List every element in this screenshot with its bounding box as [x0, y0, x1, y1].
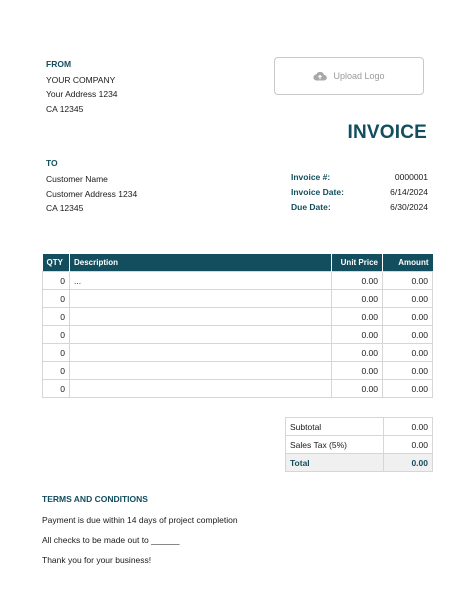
- unit-price-cell[interactable]: 0.00: [332, 380, 383, 398]
- terms-section: [42, 489, 238, 570]
- totals-table: [285, 417, 433, 472]
- unit-price-cell[interactable]: 0.00: [332, 290, 383, 308]
- upload-logo-label: Upload Logo: [333, 71, 385, 81]
- to-city[interactable]: CA 12345: [46, 203, 84, 214]
- invoice-title: INVOICE: [347, 122, 427, 143]
- terms-heading: TERMS AND CONDITIONS: [42, 494, 148, 504]
- qty-cell[interactable]: 0: [43, 380, 70, 398]
- due-date-value[interactable]: 6/30/2024: [390, 201, 428, 212]
- description-cell[interactable]: [70, 380, 332, 398]
- subtotal-value: 0.00: [384, 418, 433, 436]
- description-cell[interactable]: [70, 362, 332, 380]
- sales-tax-row: [286, 436, 433, 454]
- qty-cell[interactable]: 0: [43, 272, 70, 290]
- description-header: Description: [70, 254, 332, 272]
- amount-cell[interactable]: 0.00: [383, 290, 433, 308]
- table-row: [43, 380, 433, 398]
- to-address[interactable]: Customer Address 1234: [46, 188, 138, 199]
- invoice-number-row: [291, 170, 428, 185]
- terms-line-payment[interactable]: Payment is due within 14 days of project completion: [42, 515, 238, 525]
- sales-tax-value: 0.00: [384, 436, 433, 454]
- table-row: [43, 344, 433, 362]
- line-items-table: [42, 254, 433, 398]
- unit-price-header: Unit Price: [332, 254, 383, 272]
- amount-cell[interactable]: 0.00: [383, 344, 433, 362]
- unit-price-cell[interactable]: 0.00: [332, 272, 383, 290]
- unit-price-cell[interactable]: 0.00: [332, 362, 383, 380]
- table-row: [43, 272, 433, 290]
- amount-cell[interactable]: 0.00: [383, 308, 433, 326]
- description-cell[interactable]: [70, 290, 332, 308]
- total-row: [286, 454, 433, 472]
- qty-cell[interactable]: 0: [43, 290, 70, 308]
- to-name[interactable]: Customer Name: [46, 173, 108, 184]
- qty-cell[interactable]: 0: [43, 344, 70, 362]
- upload-logo-button[interactable]: [274, 57, 424, 95]
- table-row: [43, 308, 433, 326]
- total-value: 0.00: [384, 454, 433, 472]
- subtotal-label: Subtotal: [286, 418, 384, 436]
- amount-cell[interactable]: 0.00: [383, 362, 433, 380]
- from-section: [46, 57, 118, 116]
- amount-header: Amount: [383, 254, 433, 272]
- unit-price-cell[interactable]: 0.00: [332, 326, 383, 344]
- description-cell[interactable]: ...: [70, 272, 332, 290]
- unit-price-cell[interactable]: 0.00: [332, 344, 383, 362]
- terms-line-checks[interactable]: All checks to be made out to ______: [42, 535, 180, 545]
- sales-tax-label: Sales Tax (5%): [286, 436, 384, 454]
- from-city[interactable]: CA 12345: [46, 103, 84, 114]
- invoice-meta: [291, 170, 428, 214]
- qty-cell[interactable]: 0: [43, 362, 70, 380]
- from-company[interactable]: YOUR COMPANY: [46, 74, 116, 85]
- amount-cell[interactable]: 0.00: [383, 326, 433, 344]
- to-section: [46, 156, 137, 216]
- total-label: Total: [286, 454, 384, 472]
- from-heading: FROM: [46, 59, 72, 69]
- qty-cell[interactable]: 0: [43, 326, 70, 344]
- table-row: [43, 326, 433, 344]
- due-date-label: Due Date:: [291, 201, 331, 212]
- unit-price-cell[interactable]: 0.00: [332, 308, 383, 326]
- qty-cell[interactable]: 0: [43, 308, 70, 326]
- description-cell[interactable]: [70, 344, 332, 362]
- amount-cell[interactable]: 0.00: [383, 272, 433, 290]
- invoice-date-label: Invoice Date:: [291, 186, 344, 197]
- invoice-date-row: [291, 185, 428, 200]
- to-heading: TO: [46, 158, 58, 168]
- cloud-upload-icon: [313, 71, 327, 81]
- invoice-number-value[interactable]: 0000001: [394, 172, 428, 182]
- subtotal-row: [286, 418, 433, 436]
- invoice-date-value[interactable]: 6/14/2024: [390, 186, 428, 197]
- description-cell[interactable]: [70, 326, 332, 344]
- table-row: [43, 290, 433, 308]
- due-date-row: [291, 200, 428, 215]
- description-cell[interactable]: [70, 308, 332, 326]
- invoice-number-label: Invoice #:: [291, 172, 331, 182]
- table-header-row: [43, 254, 433, 272]
- terms-line-thanks[interactable]: Thank you for your business!: [42, 555, 152, 565]
- table-row: [43, 362, 433, 380]
- amount-cell[interactable]: 0.00: [383, 380, 433, 398]
- from-address[interactable]: Your Address 1234: [46, 89, 118, 99]
- qty-header: QTY: [43, 254, 70, 272]
